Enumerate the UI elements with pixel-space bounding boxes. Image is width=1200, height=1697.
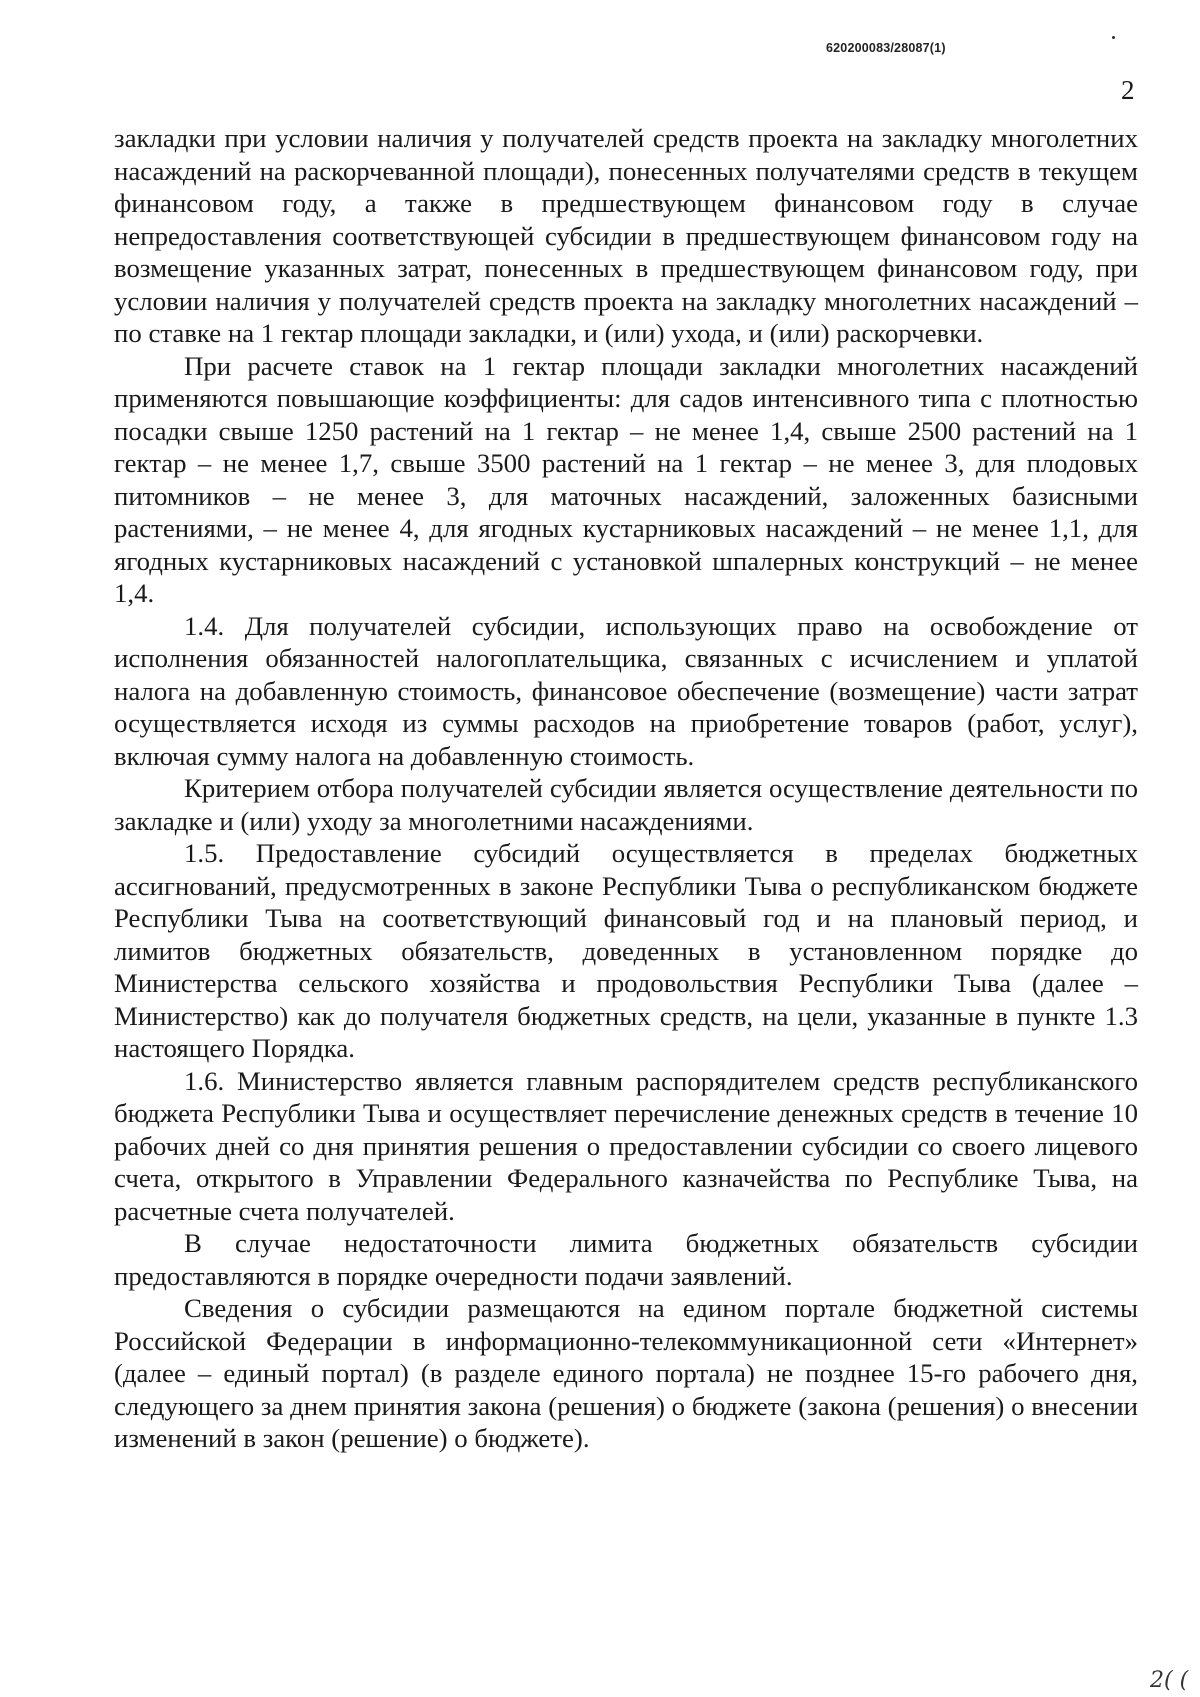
paragraph-selection-criterion: Критерием отбора получателей субсидии является осуществление деятельности по закладке и (или) уходу за многолетними насаждениями. [114,773,1138,836]
paragraph-1-5: 1.5. Предоставление субсидий осуществляется в пределах бюджетных ассигнований, предусмотренных в законе Республики Тыва о республиканском бюджете Республики Тыва на соответствующий финансовый год и на плановый период, и лимитов бюджетных обязательств, доведенных в установленном порядке до Министерства сельского хозяйства и продовольствия Республики Тыва (далее – Министерство) как до получателя бюджетных средств, на цели, указанные в пункте 1.3 настоящего Порядка. [114,838,1138,1063]
paragraph-limit-shortage: В случае недостаточности лимита бюджетных обязательств субсидии предоставляются в порядке очередности подачи заявлений. [114,1228,1138,1291]
paragraph-unified-portal: Сведения о субсидии размещаются на едином портале бюджетной системы Российской Федерации в информационно-телекоммуникационной сети «Интернет» (далее – единый портал) (в разделе единого портала) не позднее 15-го рабочего дня, следующего за днем принятия закона (решения) о бюджете (закона (решения) о внесении изменений в закон (решение) о бюджете). [114,1293,1138,1453]
paragraph-1-4: 1.4. Для получателей субсидии, использующих право на освобождение от исполнения обязанностей налогоплательщика, связанных с исчислением и уплатой налога на добавленную стоимость, финансовое обеспечение (возмещение) части затрат осуществляется исходя из суммы расходов на приобретение товаров (работ, услуг), включая сумму налога на добавленную стоимость. [114,610,1138,771]
paragraph-1-6: 1.6. Министерство является главным распорядителем средств республиканского бюджета Республики Тыва и осуществляет перечисление денежных средств в течение 10 рабочих дней со дня принятия решения о предоставлении субсидии со своего лицевого счета, открытого в Управлении Федерального казначейства по Республике Тыва, на расчетные счета получателей. [114,1065,1138,1226]
handwritten-mark: 2( ( [1150,1668,1189,1693]
paragraph-coefficients: При расчете ставок на 1 гектар площади закладки многолетних насаждений применяются повышающие коэффициенты: для садов интенсивного типа с плотностью посадки свыше 1250 растений на 1 гектар – не менее 1,4, свыше 2500 растений на 1 гектар – не менее 1,7, свыше 3500 растений на 1 гектар – не менее 3, для плодовых питомников – не менее 3, для маточных насаждений, заложенных базисными растениями, – не менее 4, для ягодных кустарниковых насаждений – не менее 1,1, для ягодных кустарниковых насаждений с установкой шпалерных конструкций – не менее 1,4. [114,350,1138,608]
paragraph-continuation: закладки при условии наличия у получателей средств проекта на закладку многолетних насаждений на раскорчеванной площади), понесенных получателями средств в текущем финансовом году, а также в предшествующем финансовом году в случае непредоставления соответствующей субсидии в предшествующем финансовом году на возмещение указанных затрат, понесенных в предшествующем финансовом году, при условии наличия у получателей средств проекта на закладку многолетних насаждений – по ставке на 1 гектар площади закладки, и (или) ухода, и (или) раскорчевки. [114,123,1138,348]
document-body [114,122,1138,1455]
page-number: 2 [1121,75,1135,105]
scan-dot-mark [1112,36,1115,39]
document-code: 620200083/28087(1) [826,41,946,55]
